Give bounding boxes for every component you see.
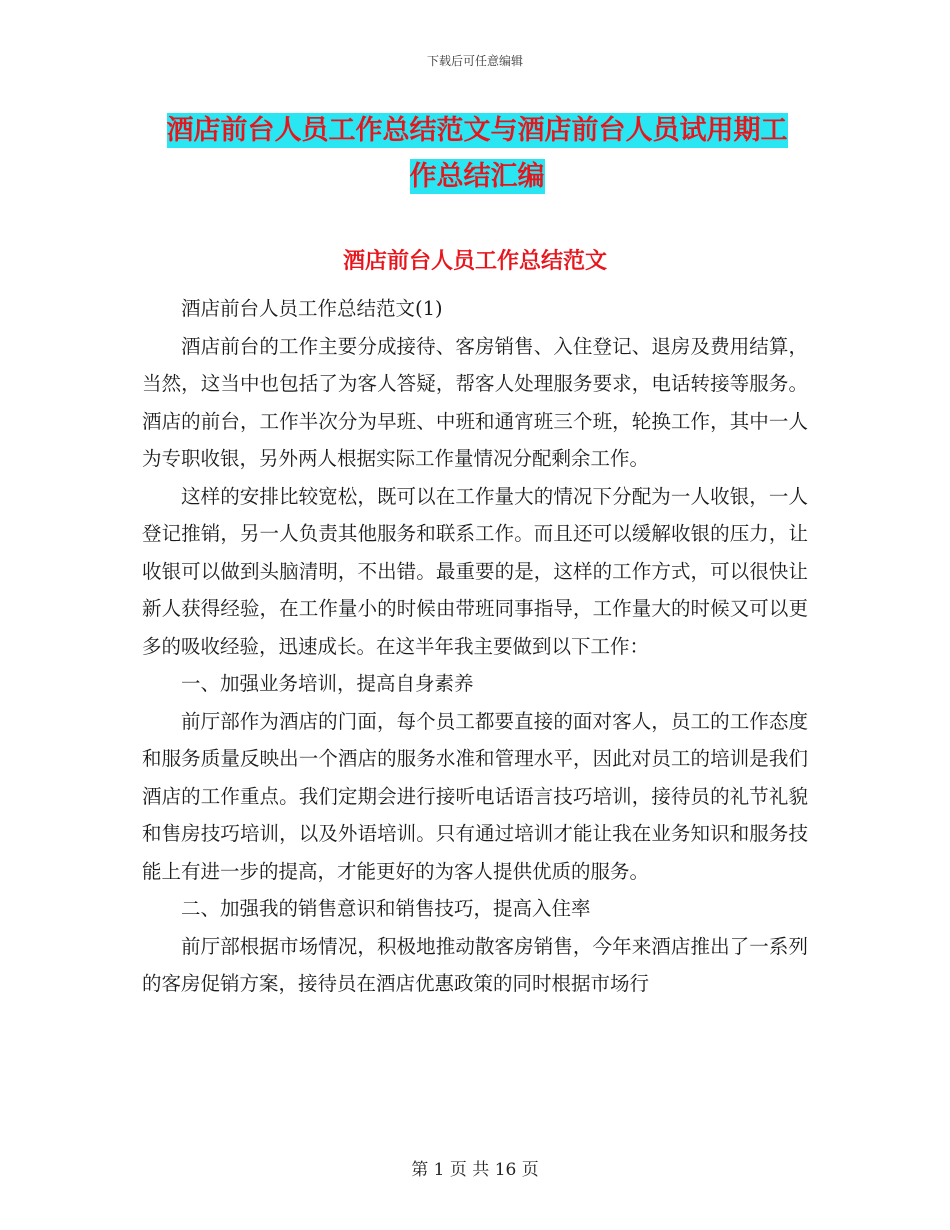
paragraph-heading: 一、加强业务培训，提高自身素养	[181, 672, 474, 695]
section-title: 酒店前台人员工作总结范文	[342, 249, 607, 274]
paragraph-heading: 二、加强我的销售意识和销售技巧，提高入住率	[181, 897, 591, 920]
paragraph: 前厅部作为酒店的门面，每个员工都要直接的面对客人，员工的工作态度和服务质量反映出一个酒店的服务水准和管理水平，因此对员工的培训是我们酒店的工作重点。我们定期会进行接听电话语言技巧培训，接待员的礼节礼貌和售房技巧培训，以及外语培训。只有通过培训才能让我在业务知识和服务技能上有进一步的提高，才能更好的为客人提供优质的服务。	[142, 709, 808, 883]
paragraph-subtitle: 酒店前台人员工作总结范文(1)	[181, 297, 443, 320]
paragraph: 这样的安排比较宽松，既可以在工作量大的情况下分配为一人收银，一人登记推销，另一人负责其他服务和联系工作。而且还可以缓解收银的压力，让收银可以做到头脑清明，不出错。最重要的是，这样的工作方式，可以很快让新人获得经验，在工作量小的时候由带班同事指导，工作量大的时候又可以更多的吸收经验，迅速成长。在这半年我主要做到以下工作：	[142, 484, 808, 658]
document-title	[142, 108, 812, 200]
body-text	[142, 290, 808, 1003]
page-footer: 第 1 页 共 16 页	[411, 1160, 539, 1180]
header-note: 下载后可任意编辑	[426, 54, 523, 68]
paragraph: 酒店前台的工作主要分成接待、客房销售、入住登记、退房及费用结算，当然，这当中也包括了为客人答疑，帮客人处理服务要求，电话转接等服务。酒店的前台，工作半次分为早班、中班和通宵班三个班，轮换工作，其中一人为专职收银，另外两人根据实际工作量情况分配剩余工作。	[142, 334, 808, 470]
title-line-2: 作总结汇编	[409, 161, 545, 192]
paragraph: 前厅部根据市场情况，积极地推动散客房销售，今年来酒店推出了一系列的客房促销方案，接待员在酒店优惠政策的同时根据市场行	[142, 934, 808, 995]
title-line-1: 酒店前台人员工作总结范文与酒店前台人员试用期工	[166, 115, 788, 146]
